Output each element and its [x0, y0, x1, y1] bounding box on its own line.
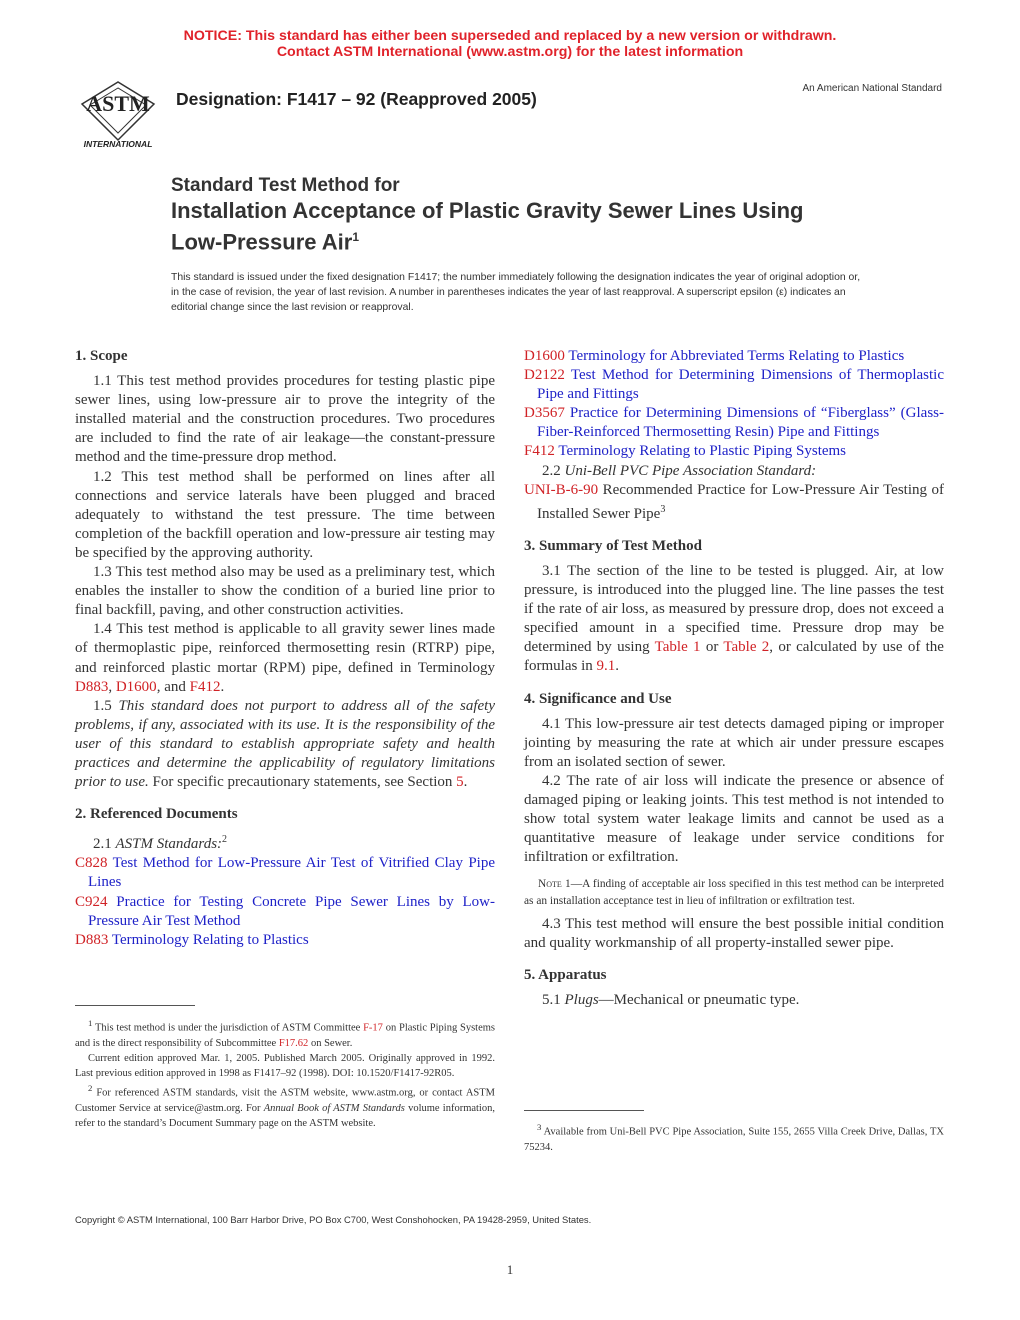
significance-4-2: 4.2 The rate of air loss will indicate the presence or absence of damaged piping or leaking joints. This test method is not intended to show total system water leakage limits and cannot be used as a quantitative measure of leakage under service conditions for infiltration or exfiltration.	[524, 772, 944, 866]
footnote-3: $^3$ Available from Uni-Bell PVC Pipe Association, Suite 155, 2655 Villa Creek Drive, Dallas, TX 75234.	[524, 1122, 945, 1153]
link-f17[interactable]: F-17	[363, 1022, 383, 1034]
scope-1-3: 1.3 This test method also may be used as a preliminary test, which enables the installer to show the condition of a buried line prior to final backfill, paving, and other construction activities.	[75, 564, 495, 619]
footnotes-right	[524, 1120, 944, 1155]
logo-sub: INTERNATIONAL	[83, 139, 153, 149]
ref-item-d1600[interactable]: D1600 Terminology for Abbreviated Terms Relating to Plastics	[524, 348, 905, 364]
scope-1-1: 1.1 This test method provides procedures for testing plastic pipe sewer lines, using low-pressure air to prove the integrity of the installed material and the construction procedures. Two procedures are included to find the rate of air leakage—the constant-pressure method and the time-pressure drop method.	[75, 373, 495, 466]
page-number: 1	[506, 1262, 514, 1277]
ref-item-d3567[interactable]: D3567 Practice for Determining Dimensions of “Fiberglass” (Glass-Fiber-Reinforced Thermosetting Resin) Pipe and Fittings	[524, 405, 944, 441]
scope-heading: 1. Scope	[75, 348, 128, 364]
scope-1-2: 1.2 This test method shall be performed on lines after all connections and service laterals have been plugged and braced adequately to withstand the test pressure. The time between completion of the backfill operation and low-pressure air testing may be specified by the approving authority.	[75, 468, 495, 561]
significance-4-1: 4.1 This low-pressure air test detects damaged piping or improper jointing by measuring the rate at which air under pressure escapes from an isolated section of sewer.	[524, 715, 944, 770]
link-9-1[interactable]: 9.1	[596, 658, 616, 675]
link-table-2[interactable]: Table 2	[723, 639, 770, 656]
left-column	[75, 347, 495, 950]
significance-heading: 4. Significance and Use	[524, 690, 672, 707]
notice-line-2: Contact ASTM International (www.astm.org) for the latest information	[276, 44, 744, 60]
ref-item-d883[interactable]: D883 Terminology Relating to Plastics	[75, 931, 309, 948]
right-column	[524, 347, 944, 1010]
footnote-rule-right	[524, 1110, 644, 1111]
ref-item-d2122[interactable]: D2122 Test Method for Determining Dimensions of Thermoplastic Pipe and Fittings	[524, 367, 944, 403]
summary-3-1: 3.1 The section of the line to be tested is plugged. Air, at low pressure, is introduced into the plugged line. The line passes the test if the rate of air loss, as measured by pressure drop, does not exceed a specified amount in a specified time. Pressure drop may be determined by using Table 1 or Table 2, or calculated by use of the formulas in 9.1.	[524, 562, 944, 675]
link-table-1[interactable]: Table 1	[654, 639, 701, 656]
note-1: Note 1—A finding of acceptable air loss specified in this test method can be interpreted as an installation acceptance test in lieu of infiltration or exfiltration test.	[524, 878, 944, 907]
title-line-2: Installation Acceptance of Plastic Gravity Sewer Lines Using	[171, 198, 804, 223]
scope-1-4: 1.4 This test method is applicable to all gravity sewer lines made of thermoplastic pipe, reinforced thermosetting resin (RTRP) pipe, and reinforced plastic mortar (RPM) pipe, defined in Terminology D883, D1600, and F412.	[75, 621, 495, 695]
apparatus-5-1: 5.1 Plugs—Mechanical or pneumatic type.	[542, 991, 800, 1008]
footnote-1: $^1$ This test method is under the jurisdiction of ASTM Committee F-17 on Plastic Piping Systems and is the direct responsibility of Subcommittee F17.62 on Sewer.	[75, 1018, 495, 1049]
astm-logo-icon	[74, 74, 162, 150]
logo-text: ASTM	[86, 91, 150, 116]
designation: Designation: F1417 – 92 (Reapproved 2005)	[176, 89, 537, 109]
copyright: Copyright © ASTM International, 100 Barr Harbor Drive, PO Box C700, West Conshohocken, PA 19428-2959, United States.	[75, 1214, 592, 1225]
title-line-1: Standard Test Method for	[171, 175, 400, 196]
footnotes-left	[75, 1016, 495, 1131]
ref-item-f412[interactable]: F412 Terminology Relating to Plastic Piping Systems	[524, 443, 847, 460]
title-line-3: Low-Pressure Air	[171, 229, 353, 255]
ref-item-unib[interactable]: UNI-B-6-90 Recommended Practice for Low-Pressure Air Testing of Installed Sewer Pipe$^3$	[524, 481, 944, 522]
summary-heading: 3. Summary of Test Method	[524, 537, 702, 554]
refdocs-2-2: 2.2 Uni-Bell PVC Pipe Association Standard:	[542, 462, 817, 479]
significance-4-3: 4.3 This test method will ensure the best possible initial condition and quality workmanship of all property-installed sewer pipe.	[524, 915, 944, 951]
title-main	[171, 198, 871, 255]
title-footnote-ref[interactable]: 1	[352, 230, 360, 244]
link-d1600[interactable]: D1600	[115, 678, 157, 695]
notice-banner	[0, 28, 1020, 60]
notice-line-1: NOTICE: This standard has either been superseded and replaced by a new version or withdrawn.	[183, 28, 837, 44]
link-f412[interactable]: F412	[189, 678, 221, 695]
scope-1-5: 1.5 This standard does not purport to address all of the safety problems, if any, associated with its use. It is the responsibility of the user of this standard to establish appropriate safety and health practices and determine the applicability of regulatory limitations prior to use. For specific precautionary statements, see Section 5.	[75, 697, 496, 791]
link-f1762[interactable]: F17.62	[278, 1037, 309, 1049]
footnote-1-edition: Current edition approved Mar. 1, 2005. Published March 2005. Originally approved in 1992. Last previous edition approved in 1998 as F1417–92 (1998). DOI: 10.1520/F1417-92R05.	[75, 1052, 495, 1080]
link-section-5[interactable]: 5	[456, 774, 464, 791]
footnote-rule-left	[75, 1005, 195, 1006]
ref-item-c924[interactable]: C924 Practice for Testing Concrete Pipe Sewer Lines by Low-Pressure Air Test Method	[75, 893, 496, 929]
national-standard: An American National Standard	[802, 83, 942, 94]
footnote-2: $^2$ For referenced ASTM standards, visit the ASTM website, www.astm.org, or contact ASTM Customer Service at service@astm.org. For Annual Book of ASTM Standards volume information, refer to the standard’s Document Summary page on the ASTM website.	[75, 1083, 495, 1130]
refdocs-heading: 2. Referenced Documents	[75, 806, 238, 823]
issue-note: This standard is issued under the fixed designation F1417; the number immediately following the designation indicates the year of original adoption or, in the case of revision, the year of last revision. A number in parentheses indicates the year of last reapproval. A superscript epsilon (ε) indicates an editorial change since the last revision or reapproval.	[171, 272, 861, 314]
ref-item-c828[interactable]: C828 Test Method for Low-Pressure Air Test of Vitrified Clay Pipe Lines	[75, 855, 496, 891]
link-d883[interactable]: D883	[75, 678, 109, 695]
apparatus-heading: 5. Apparatus	[524, 966, 607, 983]
refdocs-2-1: 2.1 ASTM Standards:$^2$	[93, 834, 228, 853]
astm-logo	[74, 74, 162, 150]
